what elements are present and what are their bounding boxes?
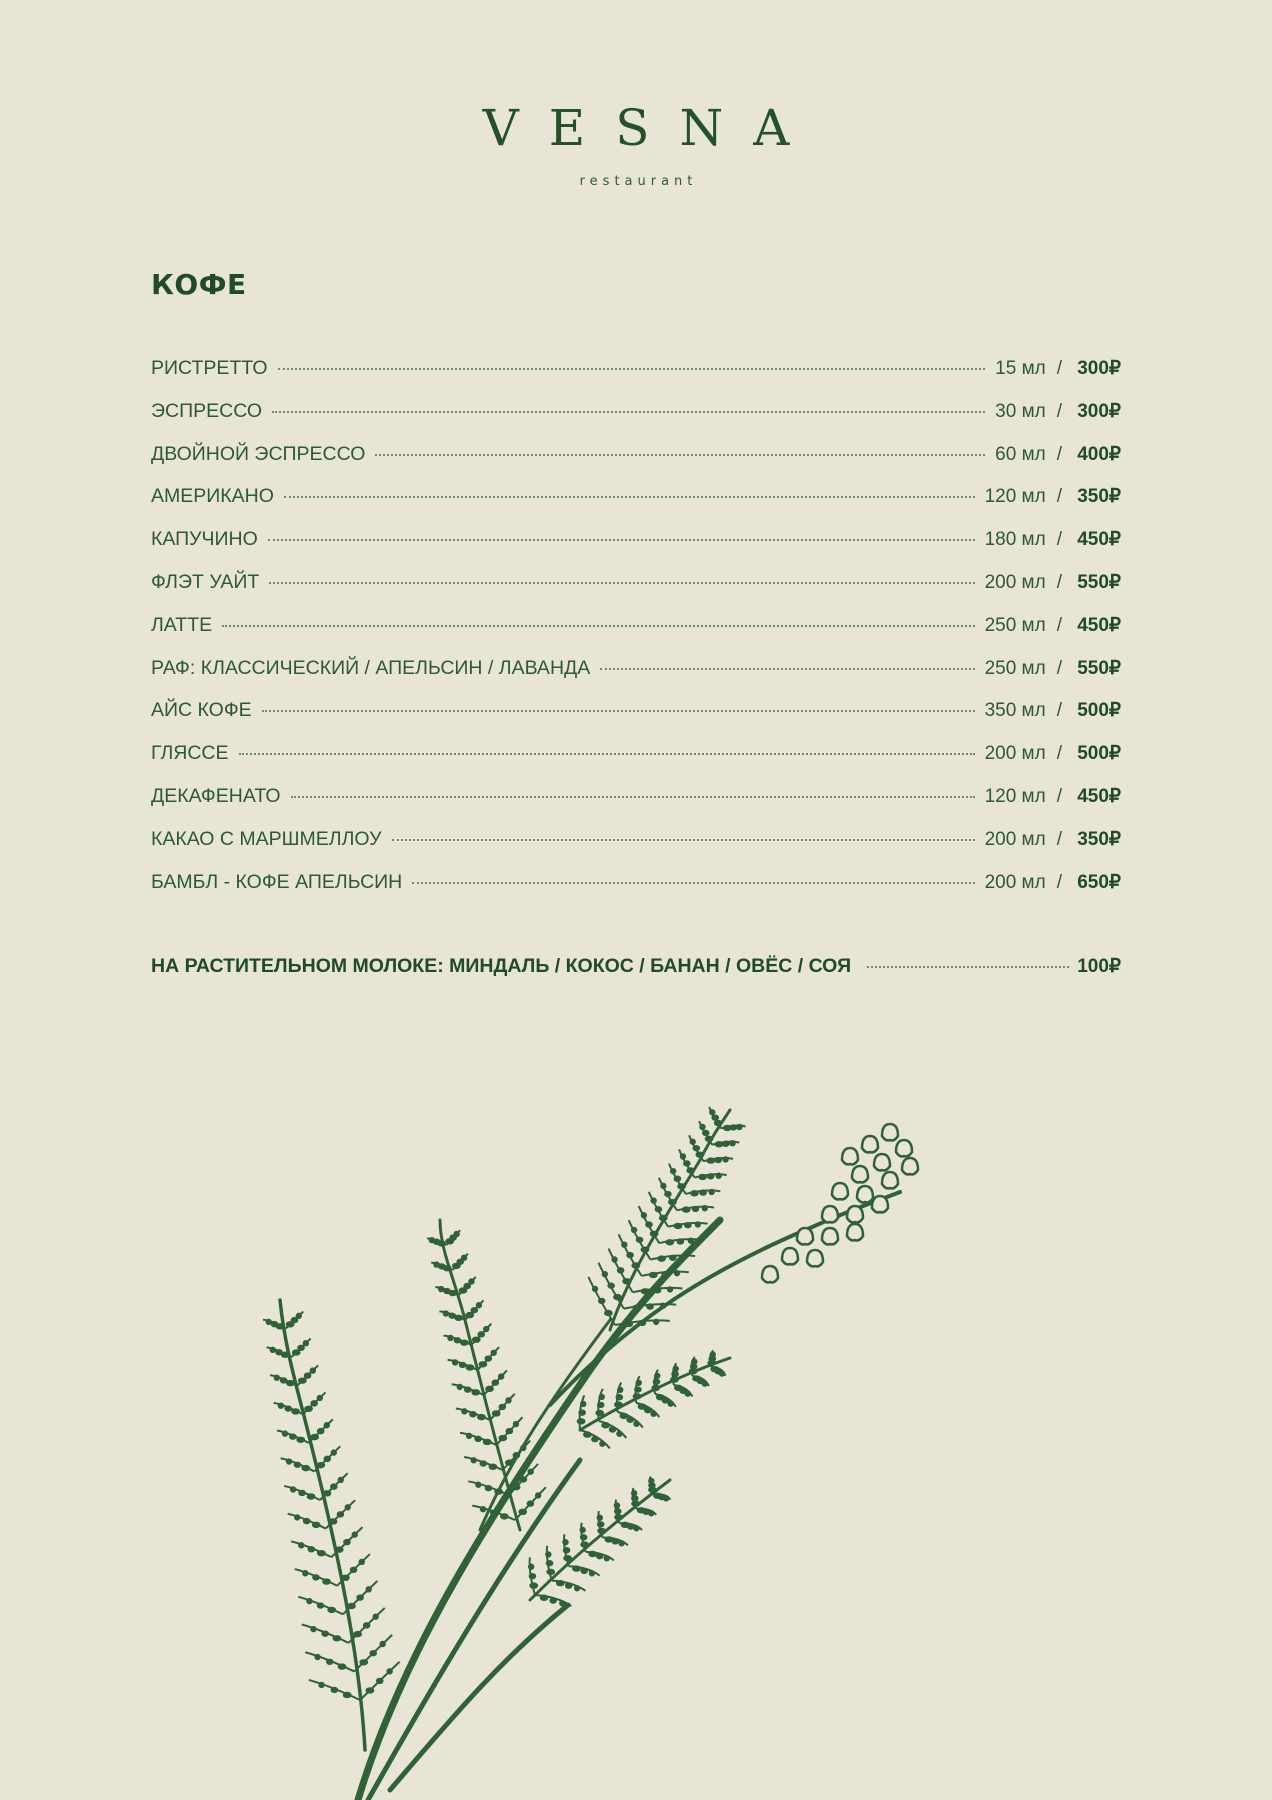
- volume-price-separator: /: [1056, 871, 1062, 893]
- menu-item-row: [151, 699, 1121, 742]
- plant-milk-price: 100₽: [1077, 956, 1121, 977]
- menu-item-name: ГЛЯССЕ: [151, 742, 229, 765]
- dot-leader: [284, 496, 975, 498]
- menu-item-volume: 200 мл: [984, 743, 1046, 765]
- menu-item-price: 500₽: [1077, 700, 1121, 722]
- dot-leader: [291, 796, 975, 798]
- menu-list: [151, 357, 1121, 913]
- menu-item-price: 300₽: [1077, 358, 1121, 379]
- dot-leader: [222, 625, 974, 627]
- menu-item-volume: 15 мл: [995, 358, 1046, 379]
- menu-item-row: [151, 443, 1121, 486]
- menu-item-price: 450₽: [1077, 529, 1121, 551]
- menu-item-price: 450₽: [1077, 785, 1121, 807]
- menu-item-name: ФЛЭТ УАЙТ: [151, 570, 260, 593]
- volume-price-separator: /: [1056, 400, 1062, 422]
- menu-item-volume: 200 мл: [984, 571, 1046, 593]
- volume-price-separator: /: [1056, 614, 1062, 636]
- plant-milk-label: НА РАСТИТЕЛЬНОМ МОЛОКЕ: МИНДАЛЬ / КОКОС / БАНАН / ОВЁС / СОЯ: [151, 955, 852, 977]
- menu-item-price: 350₽: [1077, 828, 1121, 850]
- volume-price-separator: /: [1056, 443, 1062, 465]
- dot-leader: [375, 454, 985, 456]
- dot-leader: [278, 368, 986, 370]
- menu-item-volume: 250 мл: [984, 657, 1046, 679]
- menu-item-volume: 180 мл: [984, 529, 1046, 551]
- menu-item-volume: 120 мл: [984, 486, 1046, 508]
- dot-leader: [269, 582, 974, 584]
- menu-item-name: РИСТРЕТТО: [151, 357, 268, 379]
- menu-item-volume: 120 мл: [984, 785, 1046, 807]
- menu-item-row: [151, 871, 1121, 914]
- volume-price-separator: /: [1056, 828, 1062, 850]
- menu-item-name: КАКАО С МАРШМЕЛЛОУ: [151, 827, 382, 850]
- menu-item-name: РАФ: КЛАССИЧЕСКИЙ / АПЕЛЬСИН / ЛАВАНДА: [151, 656, 591, 679]
- menu-item-price: 650₽: [1077, 871, 1121, 893]
- dot-leader: [867, 966, 1069, 968]
- menu-item-row: [151, 742, 1121, 785]
- volume-price-separator: /: [1056, 700, 1062, 722]
- volume-price-separator: /: [1056, 486, 1062, 508]
- menu-item-name: БАМБЛ - КОФЕ АПЕЛЬСИН: [151, 870, 403, 893]
- menu-item-price: 500₽: [1077, 743, 1121, 765]
- menu-item-row: [151, 614, 1121, 657]
- menu-item-name: АЙС КОФЕ: [151, 699, 252, 722]
- dot-leader: [268, 539, 975, 541]
- volume-price-separator: /: [1056, 571, 1062, 593]
- menu-item-price: 450₽: [1077, 614, 1121, 636]
- dot-leader: [392, 839, 975, 841]
- volume-price-separator: /: [1056, 529, 1062, 551]
- logo-wordmark: VESNA: [482, 99, 820, 157]
- volume-price-separator: /: [1056, 657, 1062, 679]
- menu-item-price: 350₽: [1077, 486, 1121, 508]
- dot-leader: [412, 882, 974, 884]
- dot-leader: [272, 411, 985, 413]
- plant-milk-row: [151, 955, 1121, 978]
- menu-item-price: 400₽: [1077, 443, 1121, 465]
- dot-leader: [262, 710, 975, 712]
- volume-price-separator: /: [1056, 743, 1062, 765]
- menu-item-name: АМЕРИКАНО: [151, 485, 274, 508]
- menu-item-price: 550₽: [1077, 657, 1121, 679]
- menu-item-name: ЭСПРЕССО: [151, 399, 263, 422]
- logo-subtitle: restaurant: [579, 174, 698, 189]
- menu-item-volume: 200 мл: [984, 828, 1046, 850]
- menu-item-row: [151, 485, 1121, 528]
- restaurant-logo: [0, 100, 1272, 189]
- section-title: КОФЕ: [151, 268, 247, 301]
- menu-item-volume: 200 мл: [984, 871, 1046, 893]
- menu-item-row: [151, 357, 1121, 400]
- menu-item-row: [151, 400, 1121, 443]
- menu-item-name: КАПУЧИНО: [151, 528, 258, 551]
- menu-item-volume: 30 мл: [995, 400, 1046, 422]
- menu-item-name: ЛАТТЕ: [151, 613, 213, 636]
- menu-item-row: [151, 528, 1121, 571]
- menu-item-row: [151, 571, 1121, 614]
- menu-item-volume: 250 мл: [984, 614, 1046, 636]
- volume-price-separator: /: [1056, 785, 1062, 807]
- menu-item-price: 550₽: [1077, 571, 1121, 593]
- botanical-fern-and-flower-icon: [250, 1100, 1050, 1800]
- menu-item-name: ДЕКАФЕНАТО: [151, 784, 281, 807]
- dot-leader: [239, 753, 975, 755]
- menu-item-row: [151, 828, 1121, 871]
- menu-item-row: [151, 785, 1121, 828]
- menu-item-row: [151, 657, 1121, 700]
- volume-price-separator: /: [1056, 358, 1062, 379]
- menu-item-volume: 350 мл: [984, 700, 1046, 722]
- menu-item-price: 300₽: [1077, 400, 1121, 422]
- dot-leader: [600, 668, 974, 670]
- menu-item-volume: 60 мл: [995, 443, 1046, 465]
- menu-item-name: ДВОЙНОЙ ЭСПРЕССО: [151, 442, 366, 465]
